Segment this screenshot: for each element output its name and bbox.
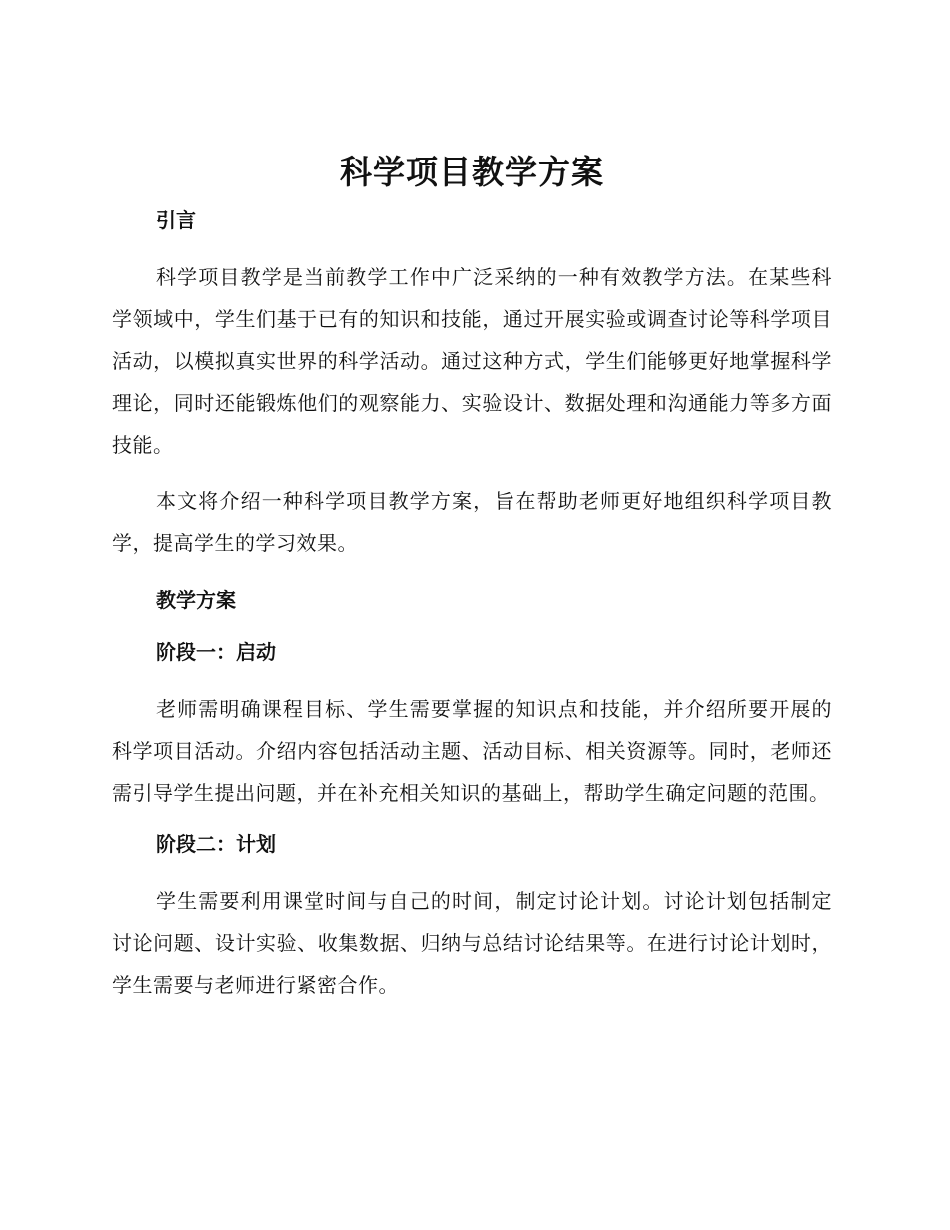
intro-paragraph-1: 科学项目教学是当前教学工作中广泛采纳的一种有效教学方法。在某些科学领域中，学生们基于已有的知识和技能，通过开展实验或调查讨论等科学项目活动，以模拟真实世界的科学活动。通过这种方式，学生们能够更好地掌握科学理论，同时还能锻炼他们的观察能力、实验设计、数据处理和沟通能力等多方面技能。 <box>112 265 832 457</box>
document-title: 科学项目教学方案 <box>339 153 604 191</box>
section-heading-intro: 引言 <box>156 208 196 232</box>
intro-paragraph-2: 本文将介绍一种科学项目教学方案，旨在帮助老师更好地组织科学项目教学，提高学生的学习效果。 <box>112 489 832 555</box>
stage1-paragraph: 老师需明确课程目标、学生需要掌握的知识点和技能，并介绍所要开展的科学项目活动。介绍内容包括活动主题、活动目标、相关资源等。同时，老师还需引导学生提出问题，并在补充相关知识的基础上，帮助学生确定问题的范围。 <box>112 697 832 805</box>
stage1-heading: 阶段一：启动 <box>156 640 276 664</box>
document-content <box>112 150 832 1006</box>
stage2-paragraph: 学生需要利用课堂时间与自己的时间，制定讨论计划。讨论计划包括制定讨论问题、设计实验、收集数据、归纳与总结讨论结果等。在进行讨论计划时，学生需要与老师进行紧密合作。 <box>112 889 832 997</box>
stage2-heading: 阶段二：计划 <box>156 832 276 856</box>
section-heading-plan: 教学方案 <box>156 588 236 612</box>
